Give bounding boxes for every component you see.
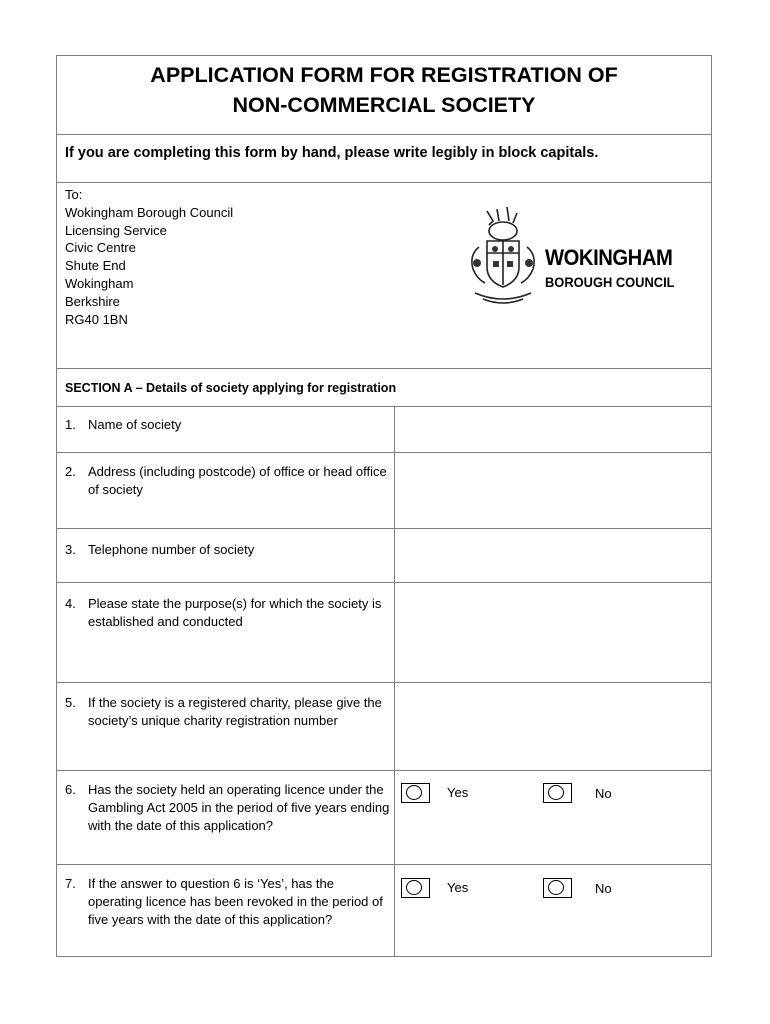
- q7-no-checkbox[interactable]: [543, 878, 572, 898]
- question-row: [57, 864, 711, 957]
- q7-yes-checkbox[interactable]: [401, 878, 430, 898]
- question-text: Address (including postcode) of office or head office of society: [88, 464, 387, 497]
- question-row: [57, 682, 711, 771]
- answer-field-charity-number[interactable]: [395, 683, 711, 771]
- logo-text-sub: BOROUGH COUNCIL: [545, 274, 675, 290]
- question-number: 1.: [65, 417, 76, 432]
- question-text: Telephone number of society: [88, 542, 255, 557]
- coat-of-arms-icon: [465, 203, 545, 311]
- q6-no-checkbox[interactable]: [543, 783, 572, 803]
- question-number: 3.: [65, 542, 76, 557]
- instruction-text: If you are completing this form by hand, please write legibly in block capitals.: [65, 145, 599, 161]
- q7-no-label: No: [595, 881, 612, 896]
- question-1: [65, 416, 390, 434]
- answer-field-address[interactable]: [395, 453, 711, 529]
- question-4: [65, 595, 390, 631]
- question-text: Name of society: [88, 417, 182, 432]
- question-number: 2.: [65, 464, 76, 479]
- q6-yes-label: Yes: [447, 785, 469, 800]
- address-row: [57, 182, 711, 369]
- question-row: [57, 770, 711, 865]
- address-line: Licensing Service: [65, 222, 167, 238]
- address-line: Wokingham Borough Council: [65, 204, 234, 220]
- question-number: 7.: [65, 876, 76, 891]
- question-2: [65, 463, 390, 499]
- question-number: 5.: [65, 695, 76, 710]
- question-row: [57, 452, 711, 529]
- address-line: RG40 1BN: [65, 311, 128, 327]
- answer-field-society-name[interactable]: [395, 407, 711, 453]
- section-a-row: [57, 368, 711, 407]
- address-line: Wokingham: [65, 275, 134, 291]
- answer-field-telephone[interactable]: [395, 529, 711, 583]
- question-7: [65, 875, 390, 929]
- question-row: [57, 406, 711, 453]
- address-line: Berkshire: [65, 293, 120, 309]
- form-title-line1: APPLICATION FORM FOR REGISTRATION OF: [150, 63, 618, 87]
- question-number: 6.: [65, 782, 76, 797]
- address-line: To:: [65, 187, 83, 202]
- q6-yes-checkbox[interactable]: [401, 783, 430, 803]
- address-line: Shute End: [65, 258, 126, 274]
- application-form: [56, 55, 712, 957]
- section-a-title: SECTION A – Details of society applying for registration: [65, 381, 397, 395]
- question-text: Has the society held an operating licence under the Gambling Act 2005 in the period of five years ending with the date of this application?: [88, 782, 390, 833]
- q6-no-label: No: [595, 786, 612, 801]
- form-title: [57, 60, 711, 120]
- logo-text-main: WOKINGHAM: [545, 245, 673, 270]
- question-row: [57, 582, 711, 683]
- question-6: [65, 781, 390, 835]
- question-text: If the society is a registered charity, please give the society’s unique charity registration number: [88, 695, 382, 728]
- q7-yes-label: Yes: [447, 880, 469, 895]
- question-3: [65, 541, 390, 559]
- instruction-row: [57, 134, 711, 183]
- question-row: [57, 528, 711, 583]
- question-text: If the answer to question 6 is ‘Yes’, has the operating licence has been revoked in the period of five years with the date of this application?: [88, 876, 383, 927]
- council-logo: [465, 203, 695, 313]
- question-5: [65, 694, 390, 730]
- question-text: Please state the purpose(s) for which the society is established and conducted: [88, 596, 382, 629]
- question-number: 4.: [65, 596, 76, 611]
- form-title-line2: NON-COMMERCIAL SOCIETY: [232, 93, 536, 117]
- address-line: Civic Centre: [65, 240, 136, 256]
- council-address: [65, 186, 233, 328]
- answer-field-purpose[interactable]: [395, 583, 711, 683]
